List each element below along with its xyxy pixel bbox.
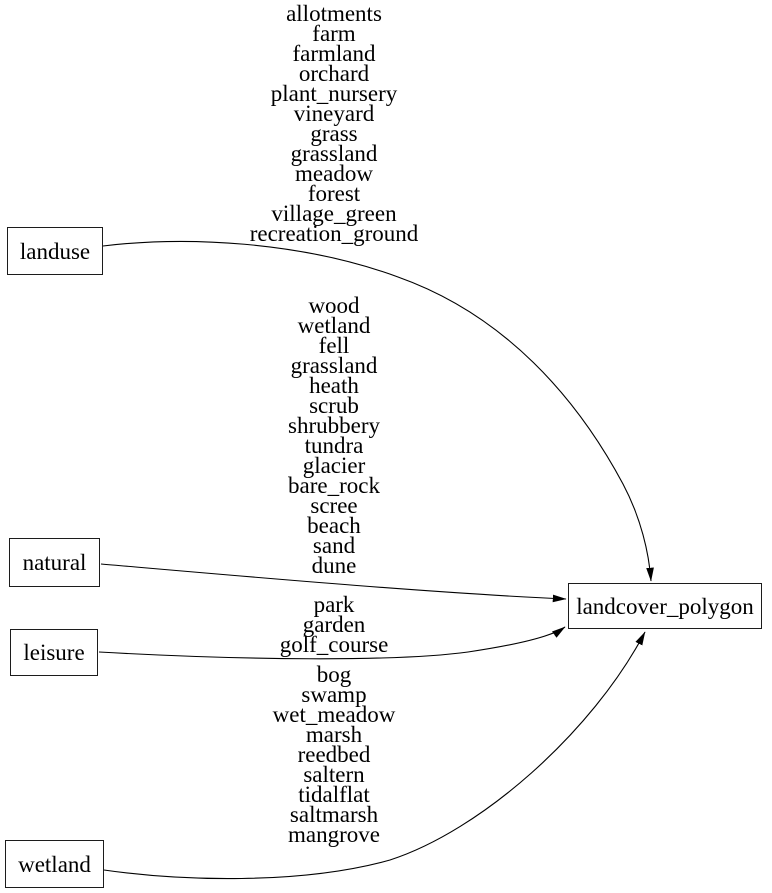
edge-value: golf_course: [279, 632, 389, 657]
edge-value: reedbed: [297, 742, 371, 767]
edge-value: wetland: [297, 313, 371, 338]
edge-value: orchard: [298, 61, 370, 86]
edge-value: village_green: [271, 201, 397, 226]
node-landcover-polygon: [568, 583, 762, 629]
edge-value: allotments: [286, 1, 382, 26]
node-landuse-label: landuse: [19, 238, 91, 264]
edge-value: swamp: [301, 682, 367, 707]
edge-value: beach: [307, 513, 361, 538]
edge-value: plant_nursery: [270, 81, 398, 106]
edge-value: shrubbery: [288, 413, 380, 438]
node-landuse: [7, 227, 103, 275]
edge-value: vineyard: [293, 101, 375, 126]
edge-value: scrub: [309, 393, 359, 418]
edge-value: meadow: [295, 161, 373, 186]
edge-value: marsh: [305, 722, 363, 747]
node-natural: [9, 538, 100, 587]
edge-label-landuse-values: [194, 1, 474, 246]
node-leisure: [10, 629, 98, 676]
node-wetland-label: wetland: [18, 851, 91, 877]
edge-value: saltmarsh: [289, 802, 379, 827]
edge-value: recreation_ground: [249, 221, 419, 246]
edge-value: grass: [310, 121, 358, 146]
node-landcover-polygon-label: landcover_polygon: [576, 593, 754, 619]
edge-value: glacier: [302, 453, 366, 478]
edge-value: sand: [312, 533, 356, 558]
node-natural-label: natural: [22, 550, 87, 575]
edge-value: grassland: [290, 141, 378, 166]
edge-value: wood: [308, 293, 360, 318]
edge-value: bare_rock: [288, 473, 380, 498]
edge-value: tundra: [304, 433, 364, 458]
edge-label-natural-values: [194, 293, 474, 578]
edge-value: heath: [309, 373, 359, 398]
edge-value: farmland: [292, 41, 376, 66]
edge-value: grassland: [290, 353, 378, 378]
edge-label-wetland-values: [194, 662, 474, 847]
node-leisure-label: leisure: [23, 640, 85, 665]
edge-value: forest: [307, 181, 361, 206]
edge-value: park: [313, 592, 355, 617]
edge-value: garden: [302, 612, 366, 637]
node-wetland: [5, 840, 104, 888]
edge-value: mangrove: [288, 822, 380, 847]
edge-value: wet_meadow: [272, 702, 396, 727]
edge-value: bog: [316, 662, 352, 687]
edge-value: fell: [318, 333, 350, 358]
edge-value: tidalflat: [298, 782, 370, 807]
edge-label-leisure-values: [194, 592, 474, 657]
edge-value: scree: [310, 493, 358, 518]
edge-value: dune: [311, 553, 357, 578]
edge-value: saltern: [303, 762, 365, 787]
edge-value: farm: [312, 21, 356, 46]
